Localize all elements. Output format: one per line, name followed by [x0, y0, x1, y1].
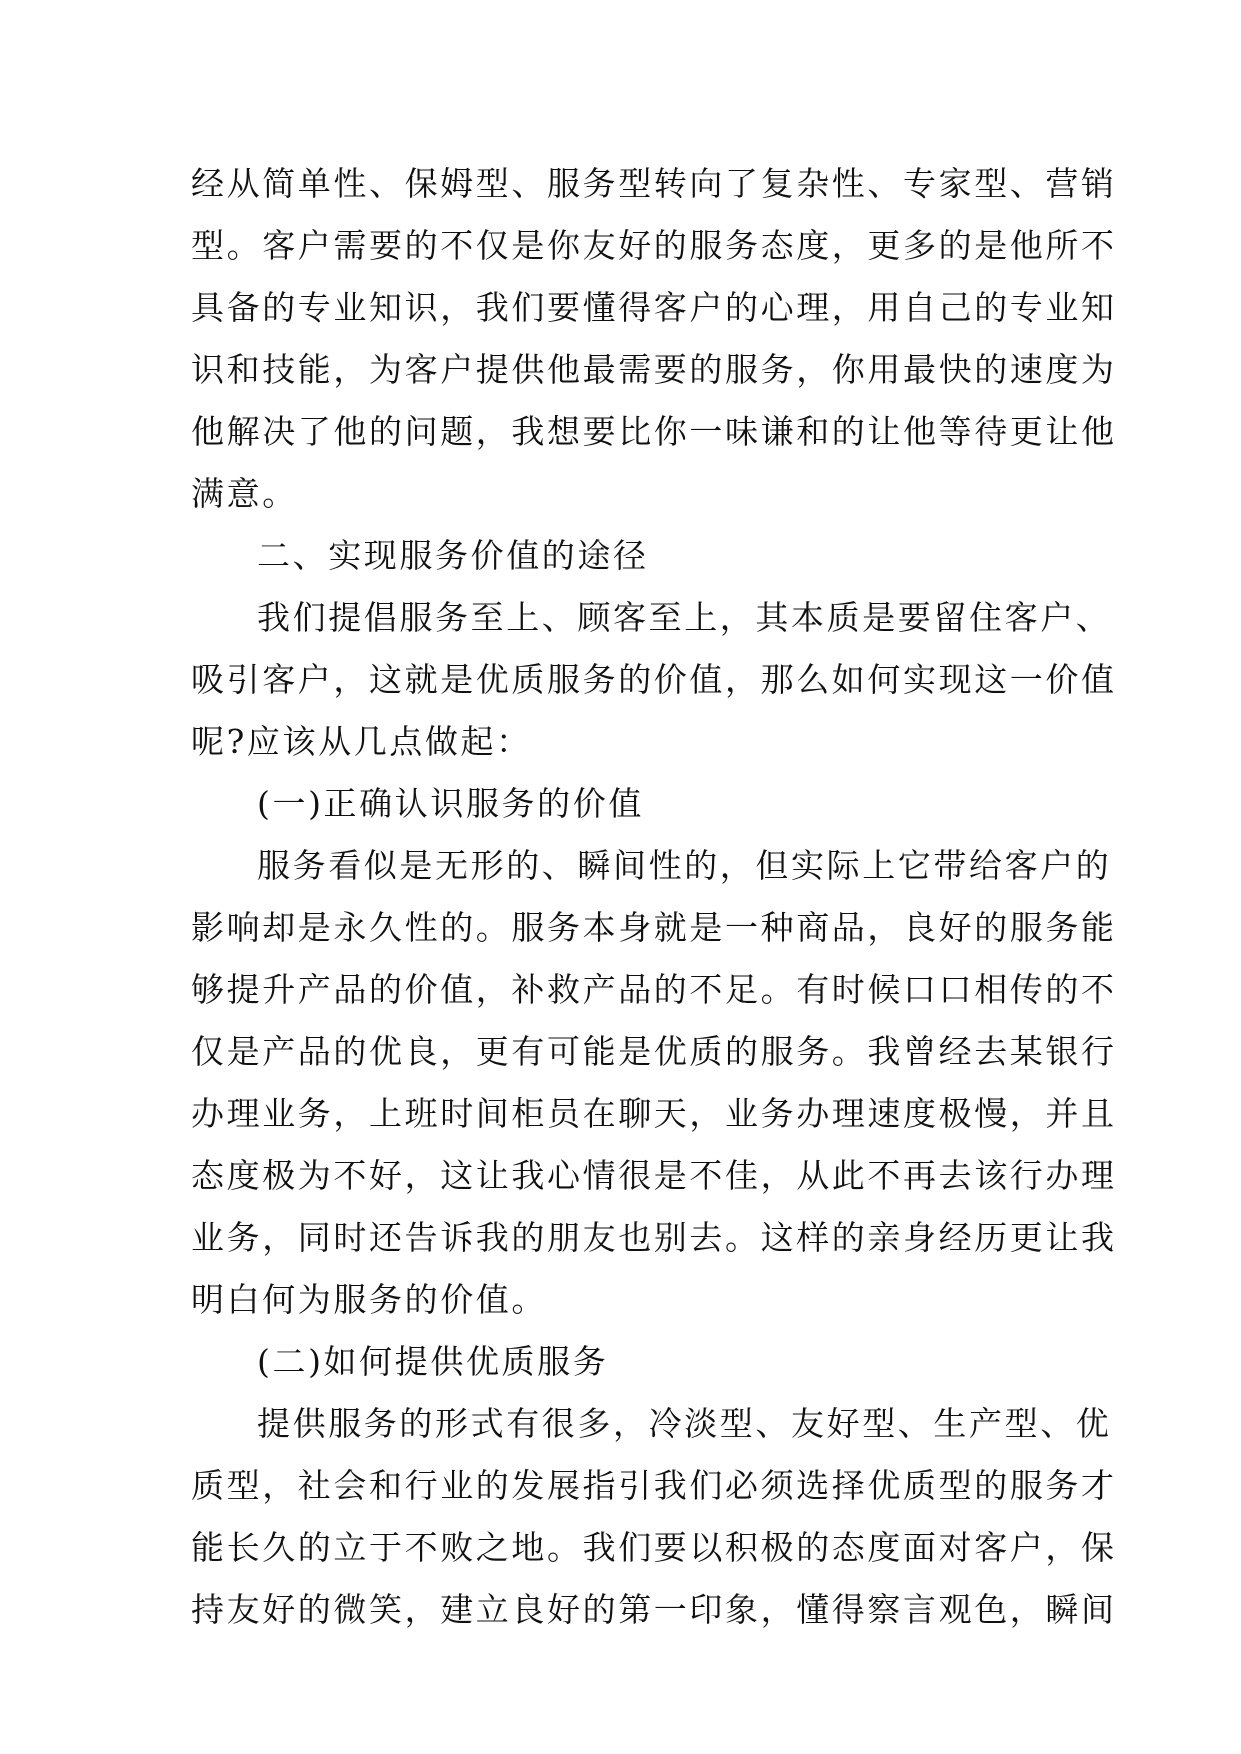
- subsection-heading: (二)如何提供优质服务: [257, 1342, 609, 1381]
- paragraph-first-line: 提供服务的形式有很多，冷淡型、友好型、生产型、优: [257, 1404, 1112, 1443]
- text-line: 呢?应该从几点做起：: [191, 722, 532, 761]
- document-body: [191, 153, 1117, 1641]
- text-line: 能长久的立于不败之地。我们要以积极的态度面对客户，保: [191, 1528, 1117, 1567]
- text-line: 质型，社会和行业的发展指引我们必须选择优质型的服务才: [191, 1466, 1117, 1505]
- section-heading: 二、实现服务价值的途径: [257, 536, 649, 575]
- text-line: 够提升产品的价值，补救产品的不足。有时候口口相传的不: [191, 970, 1117, 1009]
- text-line: 业务，同时还告诉我的朋友也别去。这样的亲身经历更让我: [191, 1218, 1117, 1257]
- text-line: 具备的专业知识，我们要懂得客户的心理，用自己的专业知: [191, 288, 1117, 327]
- paragraph-first-line: 我们提倡服务至上、顾客至上，其本质是要留住客户、: [257, 598, 1112, 637]
- text-line: 持友好的微笑，建立良好的第一印象，懂得察言观色，瞬间: [191, 1590, 1117, 1629]
- text-line: 吸引客户，这就是优质服务的价值，那么如何实现这一价值: [191, 660, 1117, 699]
- text-line: 经从简单性、保姆型、服务型转向了复杂性、专家型、营销: [191, 164, 1117, 203]
- text-line: 满意。: [191, 474, 298, 513]
- text-line: 态度极为不好，这让我心情很是不佳，从此不再去该行办理: [191, 1156, 1117, 1195]
- text-line: 型。客户需要的不仅是你友好的服务态度，更多的是他所不: [191, 226, 1117, 265]
- text-line: 明白何为服务的价值。: [191, 1280, 547, 1319]
- text-line: 仅是产品的优良，更有可能是优质的服务。我曾经去某银行: [191, 1032, 1117, 1071]
- text-line: 影响却是永久性的。服务本身就是一种商品，良好的服务能: [191, 908, 1117, 947]
- paragraph-first-line: 服务看似是无形的、瞬间性的，但实际上它带给客户的: [257, 846, 1112, 885]
- subsection-heading: (一)正确认识服务的价值: [257, 784, 644, 823]
- text-line: 他解决了他的问题，我想要比你一味谦和的让他等待更让他: [191, 412, 1117, 451]
- text-line: 识和技能，为客户提供他最需要的服务，你用最快的速度为: [191, 350, 1117, 389]
- text-line: 办理业务，上班时间柜员在聊天，业务办理速度极慢，并且: [191, 1094, 1117, 1133]
